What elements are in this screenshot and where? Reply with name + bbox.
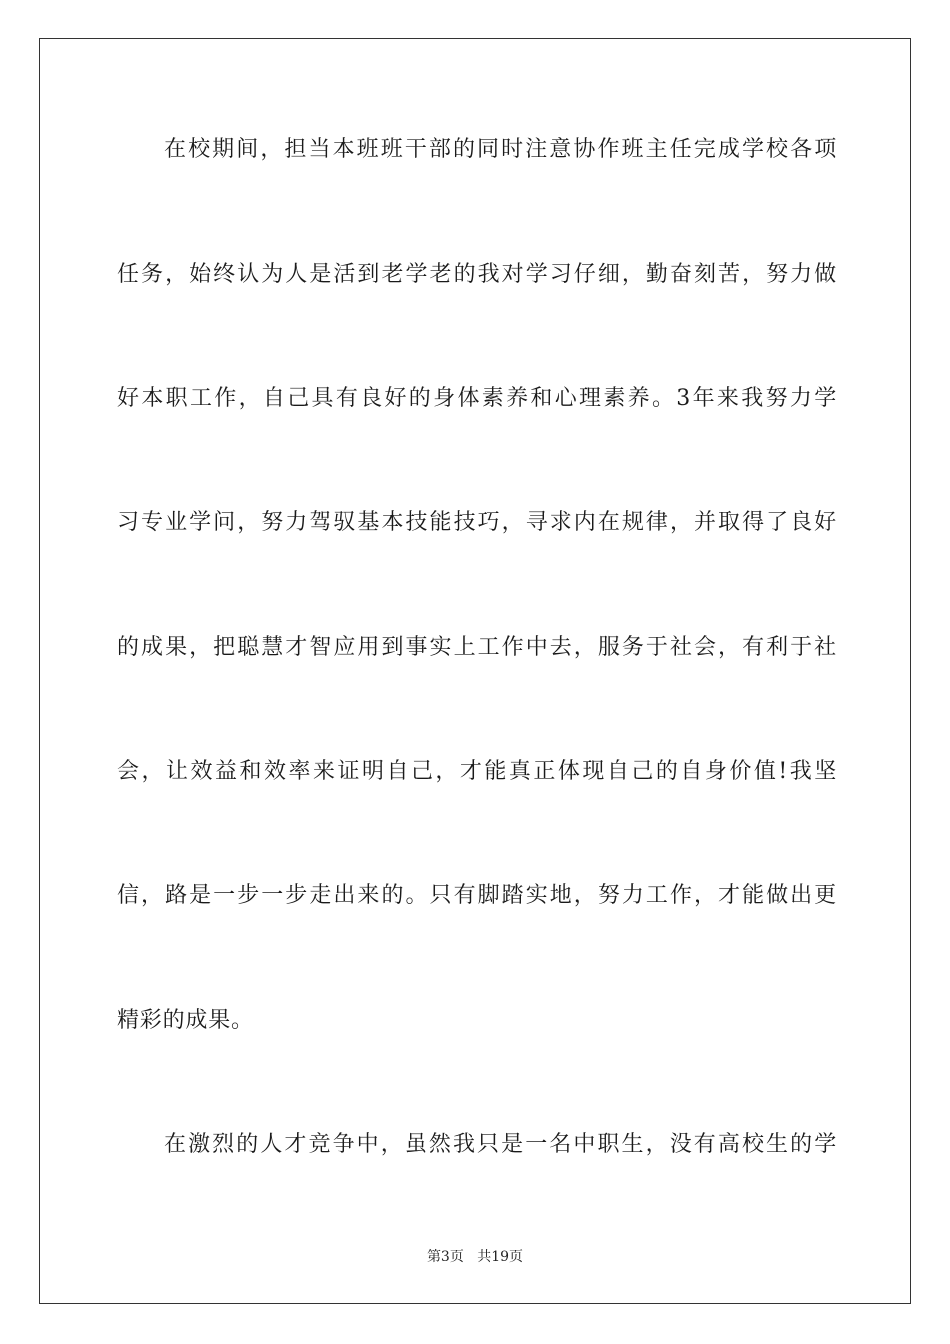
paragraph-1-line-5: 的成果，把聪慧才智应用到事实上工作中去，服务于社会，有利于社 xyxy=(117,635,837,660)
paragraph-1-line-6: 会，让效益和效率来证明自己，才能真正体现自己的自身价值!我坚 xyxy=(117,759,837,784)
paragraph-2-line-1: 在激烈的人才竞争中，虽然我只是一名中职生，没有高校生的学 xyxy=(164,1132,837,1157)
page-footer xyxy=(0,1248,950,1266)
page-total: 共19页 xyxy=(477,1249,524,1265)
paragraph-1-line-4: 习专业学问，努力驾驭基本技能技巧，寻求内在规律，并取得了良好 xyxy=(117,510,837,535)
paragraph-1-line-8: 精彩的成果。 xyxy=(117,1008,254,1033)
page-number: 第3页 xyxy=(426,1249,464,1265)
paragraph-1-line-3: 好本职工作，自己具有良好的身体素养和心理素养。3年来我努力学 xyxy=(117,386,837,411)
paragraph-1-line-7: 信，路是一步一步走出来的。只有脚踏实地，努力工作，才能做出更 xyxy=(117,883,837,908)
page-frame xyxy=(39,38,911,1304)
paragraph-1-line-2: 任务，始终认为人是活到老学老的我对学习仔细，勤奋刻苦，努力做 xyxy=(117,262,837,287)
paragraph-1-line-1: 在校期间，担当本班班干部的同时注意协作班主任完成学校各项 xyxy=(164,137,837,162)
